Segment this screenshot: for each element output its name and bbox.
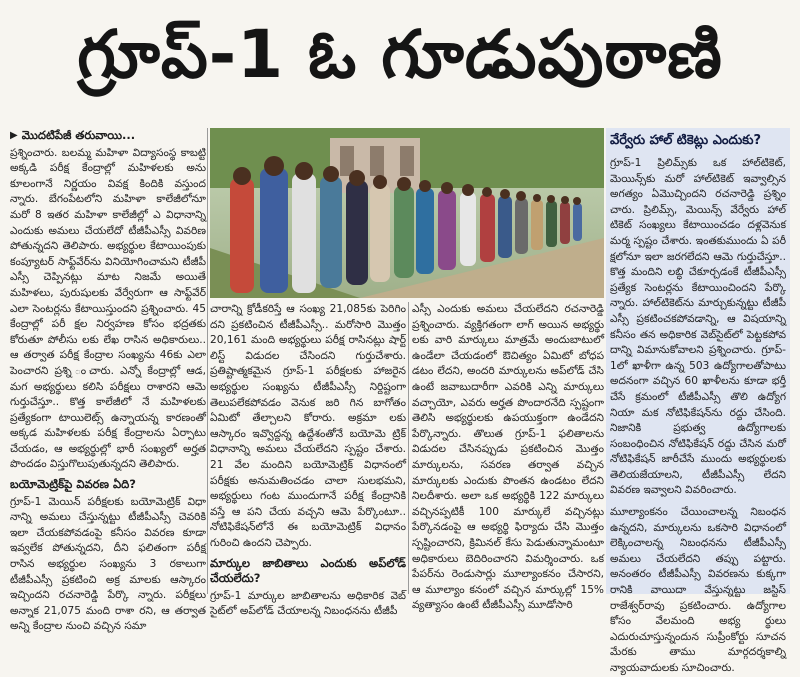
section-heading: బయోమెట్రిక్‌పై వివరణ ఏది? xyxy=(10,477,136,492)
paragraph: ఎస్సీ ఎందుకు అమలు చేయలేదని రచనారెడ్డి ప్రశ్నించారు. వ్యక్తిగతంగా లాగ్ అయిన అభ్యర్థు లకు వారి మార్కులు మాత్రమే అందుబాటులో ఉండేలా చేయడంలో ఔచిత్యం ఏమిటో బోధప డటం లేదని, అందరి మార్కులను అప్‌లోడ్ చేసి ఉంటే జవాబుదారీగా ఎవరికి ఎన్ని మార్కులు వచ్చాయో, ఎవరు అర్హత పొందారనేది స్పష్టంగా తెలిసి అభ్యర్థులకు ఉపయుక్తంగా ఉండేదని పేర్కొన్నారు. తొలుత గ్రూప్‌-1 ఫలితాలను విడుదల చేసినప్పుడు ప్రకటించిన మొత్తం మార్కులను, సవరణ తర్వాత వచ్చిన మార్కులకు ఎందుకు పొంతన ఉండటం లేదని నిలదీశారు. అలా ఒక అభ్యర్థికి 122 మార్కులు వచ్చినప్పటికీ 100 మార్కులే వచ్చినట్లు పేర్కొనడంపై ఆ అభ్యర్థి ఫిర్యాదు చేసి మొత్తం స్పష్టించారని, క్రిమినల్ కేసు పెడుతున్నామంటూ అధికారులు బెదిరించారని విమర్శించారు. ఒక పేపర్‌ను రెండుసార్లు మూల్యాంకనం చేసారని, ఆ మూల్యాం కనంలో వచ్చిన మార్కుల్లో 15% వ్యత్యాసం ఉంటే టీజీపీఎస్సీ మూడోసారి xyxy=(412,303,604,612)
column-2 xyxy=(210,302,406,618)
headline: గ్రూప్‌-1 ఓ గూడుపుఠాణి xyxy=(77,15,723,93)
arrow-icon: ▶ xyxy=(10,130,18,141)
news-photo xyxy=(210,128,604,298)
column-divider xyxy=(207,128,208,594)
queue-photo-illustration xyxy=(210,128,604,298)
column-1 xyxy=(10,128,206,633)
paragraph: చారాన్ని క్రోడీకరిస్తే ఆ సంఖ్య 21,085కు పెరిగిం దని ప్రకటించిన టీజీపీఎస్సీ.. మరోసారి మొత్తం 20,161 మంది అభ్యర్థులు పరీక్ష రాసినట్లు షార్ట్ లిస్ట్ విడుదల చేసిందని గుర్తుచేశారు. ప్రతిష్టాత్మకమైన గ్రూప్‌-1 పరీక్షలకు హాజరైన అభ్యర్థుల సంఖ్యను టీజీపీఎస్సీ నిర్దిష్టంగా తెలుపలేకపోవడం వెనుక జరి గిన బాగోతం ఏమిటో తేల్చాలని కోరారు. అక్రమా లకు ఆస్కారం ఇవ్వొద్దన్న ఉద్దేశంతోనే బయోమె ట్రిక్ విధానాన్ని అమలు చేయలేదని స్పష్టం చేశారు. 21 వేల మందిని బయోమెట్రిక్ విధానంలో పరీక్షకు అనుమతించడం చాలా సులభమని, అభ్యర్థులు గంట ముందుగానే పరీక్ష కేంద్రానికి వస్తే ఆ పని చేయ వచ్చని ఆమె పేర్కొంటూ.. నోటిఫికేషన్‌లోనే ఈ బయోమెట్రిక్ విధానం గురించి ఉందని చెప్పారు. xyxy=(210,303,406,549)
paragraph: ప్రశ్నించారు. బలమ్మ మహిళా విద్యాసంస్థ కాబట్టి అక్కడి పరీక్ష కేంద్రాల్లో మహిళలకు అను కూలంగానే నిర్ణయం వివక్ష కిందికి వస్తుంద న్నారు. బేగంపేటలోని మహిళా కాలేజీలోనూ మరో 8 ఇతర మహిళా కాలేజీల్లో ఎ విధానాన్ని ఎందుకు అమలు చేయలేదో టీజీపీఎస్సీ వివరిణ పోతున్నదని తెలిపారు. అభ్యర్థుల కేటాయింపుకు కంప్యూటర్ సాఫ్ట్‌వేర్‌ను వినియోగించామని టీజీపీ ఎస్సీ చెప్పినట్లు మాట నిజమే అయితే మహిళలు, పురుషులకు వేర్వేరుగా ఆ సాఫ్ట్‌వేర్ ఎలా సెంటర్లను కేటాయిస్తుందని ప్రశ్నించారు. 45 కేంద్రాల్లో పరీ క్షల నిర్వహణ కోసం భద్రతకు కోరుతూ పోలీసు లకు లేఖ రాసిన అధికారులు.. ఆ తర్వాత పరీక్ష కేంద్రాల సంఖ్యను 46కు ఎలా పెంచారని ప్రశ్ని ంచారు. ఎన్నో కేంద్రాల్లో ఆడ, మగ అభ్యర్థులు కలిసి పరీక్షలు రాశారని ఆమె గుర్తుచేస్తూ.. కొత్త కాలేజీలో నే మహిళలకు ప్రత్యేకంగా టాయిలెట్స్ ఉన్నాయన్న కారణంతో అక్కడ మహిళలకు పరీక్ష కేంద్రాలను ఏర్పాటు చేయడం, ఆ అభ్యర్థుల్లో భారీ సంఖ్యలో అర్హత పొందడం విస్తుగొలుపుతున్నదని తెలిపారు. xyxy=(10,146,206,471)
paragraph: గ్రూప్‌-1 ప్రిలిమ్స్‌కు ఒక హాల్‌టికెట్, మెయిన్స్‌కు మరో హాల్‌టికెట్ ఇవ్వాల్సిన అగత్యం ఏమొచ్చిందని రచనారెడ్డి ప్రశ్నిం చారు. ప్రిలిమ్స్, మెయిన్స్ వేర్వేరు హాల్ టికెట్ సంఖ్యలు కేటాయించడం దళ్లవెనుక మర్మ స్పష్టం చేశారు. ఇంతకుముందు ఏ పరీ క్షలోనూ ఇలా జరగలేదని ఆమె గుర్తుచేస్తూ.. కొత్త మందిని లబ్ధి చేకూర్చడంకే టీజీపీఎస్సీ ప్రత్యేక సెంటర్లను కేటాయించిందని పేర్కొ న్నారు. హాల్‌టికెట్‌ను మార్చుకున్నట్టు టీజీపీ ఎస్సీ ప్రకటించకపోవడాన్ని, ఆ విషయాన్ని కనీసం తన అధికారిక వెబ్‌సైట్‌లో పెట్టకపోవ దాన్ని విమానుకోవాలని ప్రశ్నించారు. గ్రూప్‌- 1లో ఖాళీగా ఉన్న 503 ఉద్యోగాలతోపాటు అదనంగా వచ్చిన 60 ఖాళీలను కూడా భర్తీ చేసే క్రమంలో టీజీపీఎస్సీ తొలి ఉద్యోగ నియా మక నోటిఫికేషన్‌ను రద్దు చేసింది. నిజానికి ప్రభుత్వ ఉద్యోగాలకు సంబంధించిన నోటిఫికేషన్ రద్దు చేసిన మరో నోటిఫికేషన్ జారీచేసే ముందు అభ్యర్థులకు తెలియజేయాలని, టీజీపీఎస్సీ లేదని వివరణ ఇవ్వాలని వివరించారు. xyxy=(610,157,786,497)
kicker-text: మొదటిపేజీ తరువాయి... xyxy=(21,128,136,142)
paragraph: మూల్యాంకనం చేయించాలన్న నిబంధన ఉన్నదని, మార్కులను ఒకసారి విధానంలో లెక్కించాలన్న నిబంధనను టీజీపీఎస్సీ అమలు చేయలేదని తప్పు పట్టారు. అనంతరం టీజీపీఎస్సీ వివరణను కుక్కగా రానికి వాయిదా వేస్తున్నట్టు జస్టిస్ రాజేశ్వర్‌రావు ప్రకటించారు. ఉద్యోగాల కోసం వేలమంది అభ్య ర్థులు ఎదురుచూస్తున్నందున సుప్రీంకోర్టు సూచన మేరకు తాము మార్గదర్శకాల్ని న్యాయవాదులకు సూచించారు. xyxy=(610,506,786,674)
section-heading: మార్కుల జాబితాలు ఎందుకు అప్‌లోడ్ చేయలేదు? xyxy=(210,555,406,586)
paragraph: గ్రూప్‌-1 మార్కుల జాబితాలను అధికారిక వెబ్ సైట్‌లో అప్‌లోడ్ చేయాలన్న నిబంధనను టీజీపీ xyxy=(210,589,406,618)
column-3 xyxy=(412,302,604,612)
box-heading: వేర్వేరు హాల్ టికెట్లు ఎందుకు? xyxy=(610,133,762,148)
sidebar-box xyxy=(606,128,790,674)
column-divider xyxy=(408,302,409,594)
continuation-kicker xyxy=(10,128,206,144)
paragraph: గ్రూప్‌-1 మెయిన్ పరీక్షలకు బయోమెట్రిక్ విధా నాన్ని అమలు చేస్తున్నట్టు టీజీపీఎస్సీ చెవరికి ఇలా చేయకపోవడంపై కనీసం వివరణ కూడా ఇవ్వలేక పోతున్నదని, దీని ఫలితంగా పరీక్ష రాసిన అభ్యర్థుల సంఖ్యను 3 రకాలుగా టీజీపీఎస్సీ ప్రకటించి అక్ర మాలకు ఆస్కారం ఇచ్చిందని రచనారెడ్డి పేర్కొ న్నారు. పరీక్షలు అన్నాక 21,075 మంది రాశా రని, ఆ తర్వాత అన్ని కేంద్రాల నుంచి వచ్చిన సమా xyxy=(10,495,206,633)
